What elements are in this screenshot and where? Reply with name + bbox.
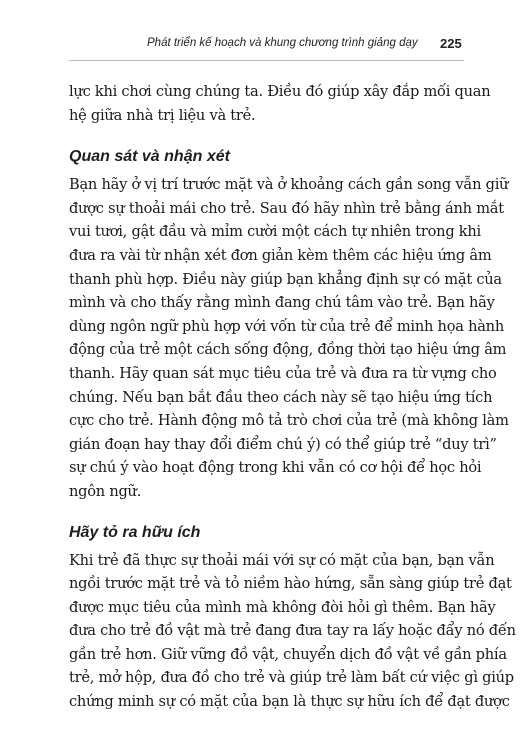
header-rule [69,60,464,61]
paragraph [69,549,516,714]
text-line: được sự thoải mái cho trẻ. Sau đó hãy nhìn trẻ bằng ánh mắt [69,199,504,217]
paragraph [69,80,491,127]
text-line: vui tươi, gật đầu và mỉm cười một cách tự nhiên trong khi [69,223,481,241]
text-line: động của trẻ một cách sống động, đồng thời tạo hiệu ứng âm [69,341,507,359]
paragraph [69,173,509,503]
text-line: lực khi chơi cùng chúng ta. Điều đó giúp xây đắp mối quan [69,83,491,100]
running-header [0,37,529,55]
text-line: dùng ngôn ngữ phù hợp với vốn từ của trẻ để minh họa hành [69,317,504,335]
page-body [69,80,516,714]
text-line: được mục tiêu của mình mà không đòi hỏi gì thêm. Bạn hãy [69,598,496,616]
text-line: đưa cho trẻ đồ vật mà trẻ đang đưa tay ra lấy hoặc đẩy nó đến [69,622,516,640]
text-line: Khi trẻ đã thực sự thoải mái với sự có mặt của bạn, bạn vẫn [69,551,495,569]
text-line: chúng. Nếu bạn bắt đầu theo cách này sẽ tạo hiệu ứng tích [69,388,493,406]
text-line: Bạn hãy ở vị trí trước mặt và ở khoảng cách gần song vẫn giữ [69,176,509,194]
text-line: sự chú ý vào hoạt động trong khi vẫn có cơ hội để học hỏi [69,459,482,477]
running-title: Phát triển kế hoạch và khung chương trình giảng dạy [147,37,418,49]
text-line: hệ giữa nhà trị liệu và trẻ. [69,106,256,124]
text-line: chứng minh sự có mặt của bạn là thực sự hữu ích để đạt được [69,693,510,711]
text-line: cực cho trẻ. Hành động mô tả trò chơi của trẻ (mà không làm [69,412,509,430]
page-number: 225 [440,36,462,51]
section-heading: Quan sát và nhận xét [69,148,230,166]
text-line: đưa ra vài từ nhận xét đơn giản kèm thêm các hiệu ứng âm [69,246,492,264]
text-line: gián đoạn hay thay đổi điểm chú ý) có thể giúp trẻ “duy trì” [69,435,497,453]
section-heading: Hãy tỏ ra hữu ích [69,523,201,541]
text-line: ngôn ngữ. [69,482,142,500]
text-line: trẻ, mở hộp, đưa đồ cho trẻ và giúp trẻ làm bất cứ việc gì giúp [69,669,514,687]
text-line: thanh phù hợp. Điều này giúp bạn khẳng định sự có mặt của [69,270,502,288]
text-line: gần trẻ hơn. Giữ vững đồ vật, chuyển dịch đồ vật về gần phía [69,645,507,663]
text-line: mình và cho thấy rằng mình đang chú tâm vào trẻ. Bạn hãy [69,294,495,312]
text-line: thanh. Hãy quan sát mục tiêu của trẻ và đưa ra từ vựng cho [69,364,497,382]
text-line: ngồi trước mặt trẻ và tỏ niềm hào hứng, sẵn sàng giúp trẻ đạt [69,575,512,593]
